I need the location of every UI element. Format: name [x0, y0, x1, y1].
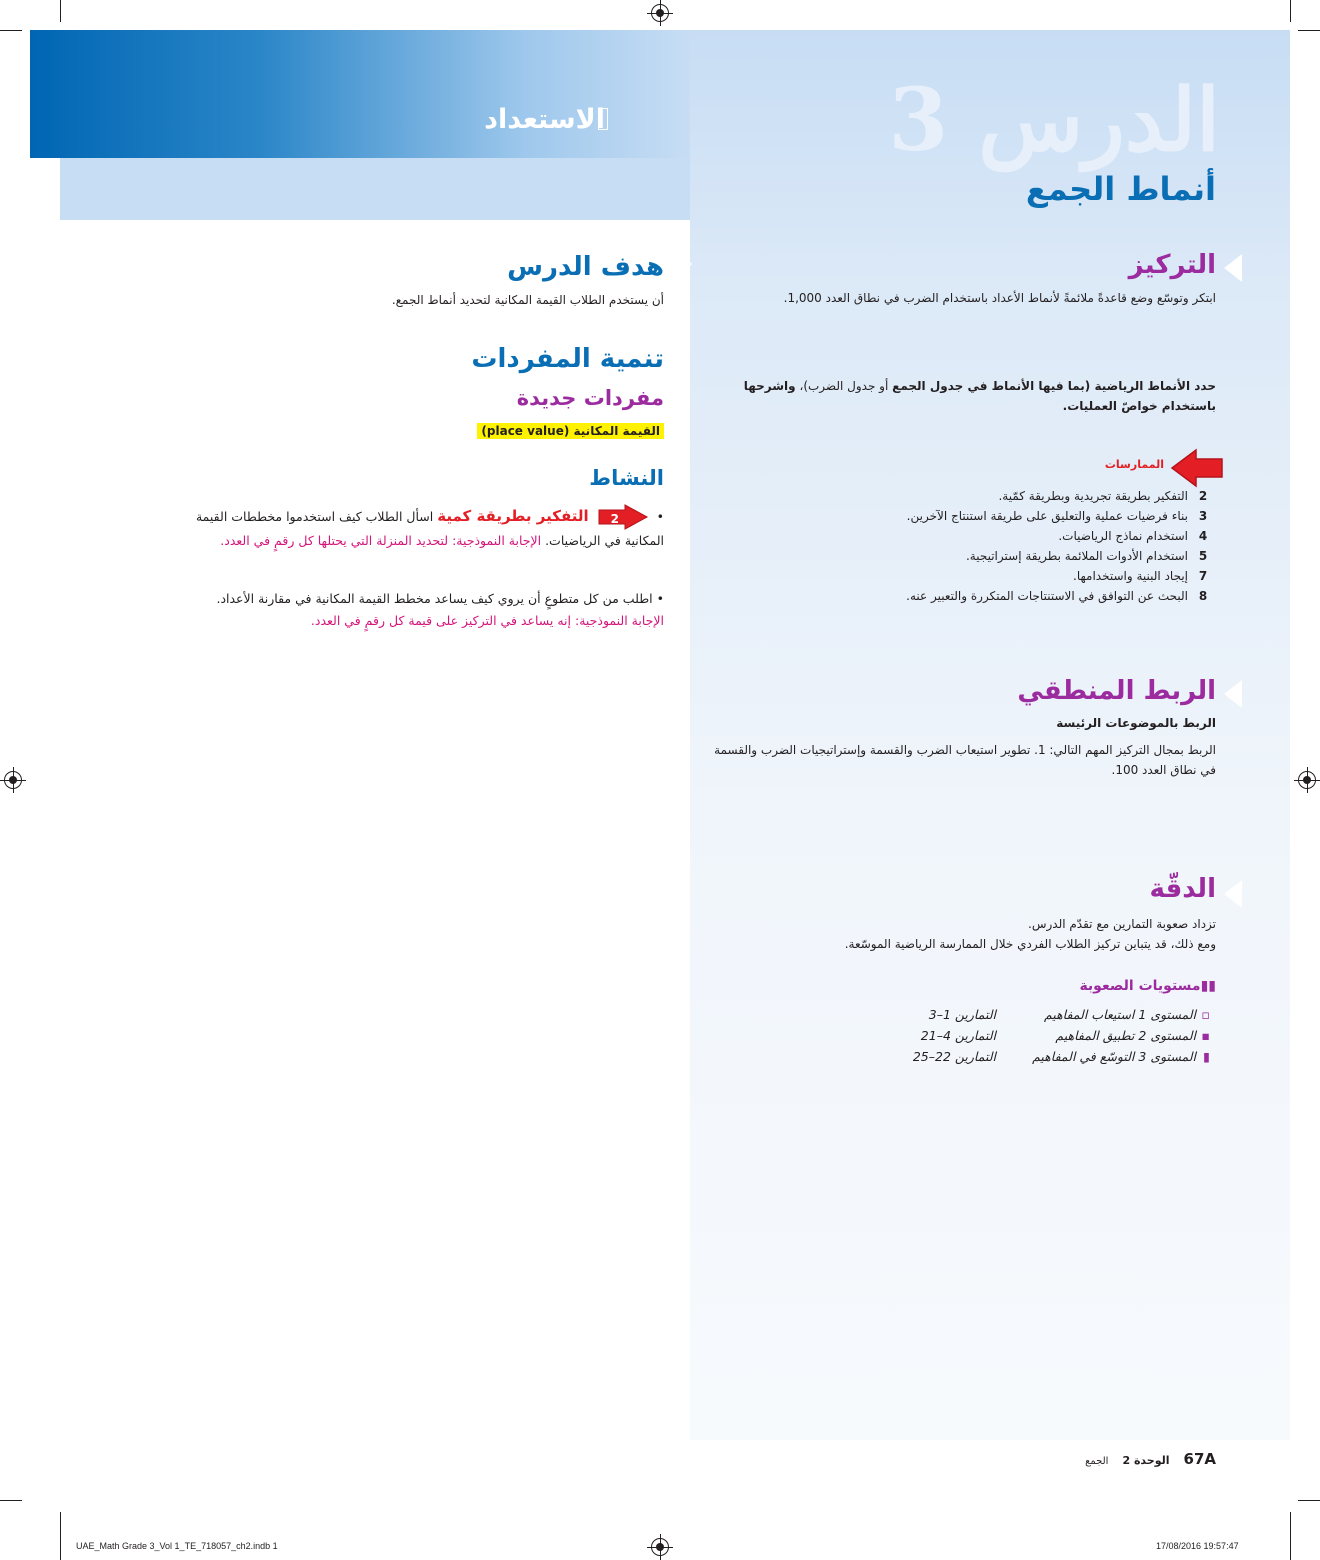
objective-title: هدف الدرس — [507, 252, 664, 282]
vocab-subtitle: مفردات جديدة — [516, 386, 664, 410]
activity-bullet-1 — [184, 504, 664, 553]
level-2-icon: ▪ — [1201, 1028, 1210, 1043]
prep-banner — [30, 30, 690, 158]
focus-standard — [716, 376, 1216, 416]
focus-title: التركيز — [1128, 250, 1216, 280]
level-1-icon: ▫ — [1201, 1007, 1210, 1022]
list-item: 5 استخدام الأدوات الملائمة بطريقة إستراتيجية. — [965, 549, 1208, 563]
activity-prompt: اسأل الطلاب كيف استخدموا مخططات القيمة المكانية في الرياضيات. — [195, 509, 664, 548]
crop-mark — [60, 0, 61, 22]
right-panel-background — [690, 30, 1290, 1440]
activity-skill: التفكير بطريقة كمية — [437, 507, 589, 525]
level-3-icon: ▮ — [1203, 1049, 1210, 1064]
registration-mark-icon — [1298, 771, 1316, 789]
crop-mark — [0, 1500, 22, 1501]
levels-list — [790, 1004, 1210, 1067]
practices-list — [790, 486, 1210, 606]
page-footer — [1085, 1450, 1216, 1468]
registration-mark-icon — [651, 4, 669, 22]
lesson-number: الدرس 3 — [888, 70, 1220, 171]
level-row: ▫ المستوى 1 استيعاب المفاهيم التمارين 1–3 — [790, 1004, 1210, 1025]
crop-mark — [60, 1512, 61, 1560]
rigor-text: تزداد صعوبة التمارين مع تقدّم الدرس. ومع ذلك، قد يتباين تركيز الطلاب الفردي خلال الممارسة الرياضية الموسّعة. — [844, 917, 1216, 951]
standard-text: حدد الأنماط الرياضية (بما فيها الأنماط في جدول الجمع — [892, 379, 1216, 393]
objective-text: أن يستخدم الطلاب القيمة المكانية لتحديد أنماط الجمع. — [391, 293, 664, 307]
page-number: 67A — [1183, 1450, 1216, 1468]
registration-mark-icon — [651, 1538, 669, 1556]
vocab-term: القيمة المكانية (place value) — [477, 420, 664, 439]
vocab-title: تنمية المفردات — [471, 344, 664, 374]
level-row: ▮ المستوى 3 التوسّع في المفاهيم التمارين 22–25 — [790, 1046, 1210, 1067]
activity-badge: 2 — [597, 507, 649, 529]
slug-file: UAE_Math Grade 3_Vol 1_TE_718057_ch2.indb 1 — [76, 1541, 278, 1551]
badge-arrow-icon — [597, 504, 649, 530]
list-item: 2 التفكير بطريقة تجريدية وبطريقة كمّية. — [998, 489, 1208, 503]
topic-label: الجمع — [1085, 1456, 1109, 1467]
crop-mark — [1290, 0, 1291, 22]
column-tab-icon — [670, 240, 692, 288]
list-item: 4 استخدام نماذج الرياضيات. — [1058, 529, 1208, 543]
list-item: 7 إيجاد البنية واستخدامها. — [1073, 569, 1208, 583]
prep-box-icon — [598, 108, 608, 130]
prep-label: الاستعداد — [484, 104, 605, 135]
levels-title: ▮▮مستويات الصعوبة — [1079, 978, 1216, 994]
coherence-subtitle: الربط بالموضوعات الرئيسة — [1056, 716, 1216, 730]
activity-bullet-2 — [184, 588, 664, 632]
coherence-text: الربط بمجال التركيز المهم التالي: 1. تطوير استيعاب الضرب والقسمة وإستراتيجيات الضرب والقسمة في نطاق العدد 100. — [714, 743, 1216, 777]
activity-answer: الإجابة النموذجية: لتحديد المنزلة التي يحتلها كل رقمٍ في العدد. — [220, 533, 542, 548]
bullet-icon: • — [656, 509, 664, 524]
activity-title: النشاط — [589, 466, 664, 490]
level-row: ▪ المستوى 2 تطبيق المفاهيم التمارين 4–21 — [790, 1025, 1210, 1046]
list-item: 3 بناء فرضيات عملية والتعليق على طريقة استنتاج الآخرين. — [906, 509, 1208, 523]
section-triangle-icon — [1224, 254, 1242, 282]
standard-text: أو جدول الضرب)، — [799, 379, 889, 393]
crop-mark — [1290, 1512, 1291, 1560]
focus-intro: ابتكر وتوسّع وضع قاعدةً ملائمةً لأنماط الأعداد باستخدام الضرب في نطاق العدد 1,000. — [783, 291, 1216, 305]
activity-answer: الإجابة النموذجية: إنه يساعد في التركيز على قيمة كل رقمٍ في العدد. — [310, 613, 664, 628]
bullet-icon: • — [656, 591, 664, 606]
coherence-title: الربط المنطقي — [1017, 676, 1216, 706]
section-triangle-icon — [1224, 680, 1242, 708]
practices-label: الممارسات — [1104, 458, 1164, 471]
standard-text: واشرحها باستخدام خواصّ العمليات. — [743, 379, 1216, 413]
crop-mark — [0, 30, 22, 31]
registration-mark-icon — [4, 771, 22, 789]
activity-prompt: اطلب من كل متطوعٍ أن يروي كيف يساعد مخطط القيمة المكانية في مقارنة الأعداد. — [216, 591, 653, 606]
slug-date: 17/08/2016 19:57:47 — [1156, 1541, 1239, 1551]
list-item: 8 البحث عن التوافق في الاستنتاجات المتكررة والتعبير عنه. — [906, 589, 1208, 603]
crop-mark — [1298, 30, 1320, 31]
crop-mark — [1298, 1500, 1320, 1501]
rigor-title: الدقّة — [1149, 874, 1216, 904]
unit-label: الوحدة 2 — [1122, 1454, 1170, 1467]
levels-bars-icon: ▮▮ — [1200, 978, 1216, 994]
section-triangle-icon — [1224, 880, 1242, 908]
practices-arrow-icon — [1168, 446, 1226, 490]
lesson-title: أنماط الجمع — [1025, 170, 1216, 208]
